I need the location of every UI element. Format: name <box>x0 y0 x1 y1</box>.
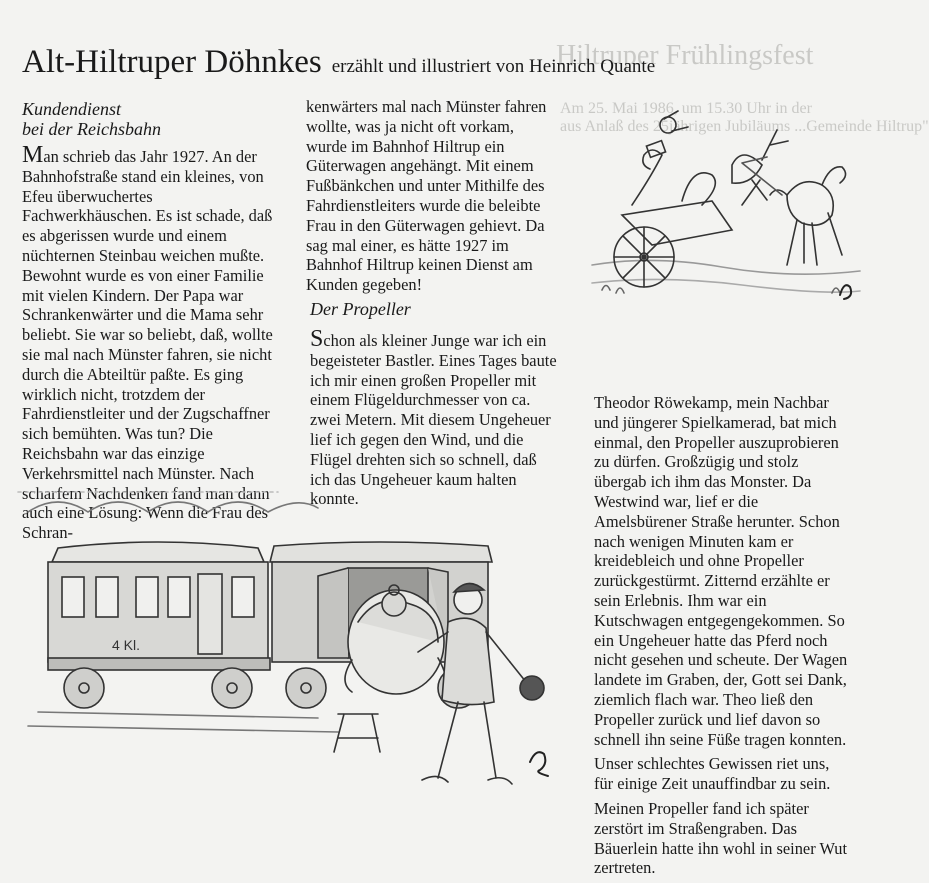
heading-line-1: Kundendienst <box>22 99 121 119</box>
paragraph: Theodor Röwekamp, mein Nachbar und jüngerer Spielkamerad, bat mich einmal, den Propeller auszuprobieren zu dürfen. Großzügig und stolz übergab ich ihm das Monster. Da Westwind war, lief er die Amelsbürener Straße herunter. Schon nach wenigen Minuten kam er kreidebleich und ohne Propeller zurückgestürmt. Zitternd erzählte er sein Erlebnis. Ihm war ein Kutschwagen entgegengekommen. So ein Ungeheuer hatte das Pferd noch nicht gesehen und scheute. Der Wagen landete im Graben, der, Gott sei Dank, ziemlich flach war. Theo ließ den Propeller zurück und lief davon so schnell ihn seine Füße tragen konnten. <box>594 393 848 749</box>
body-text-col1: an schrieb das Jahr 1927. An der Bahnhofstraße stand ein kleines, von Efeu überwuchertes Fachwerkhäuschen. Es ist schade, daß es abgerissen wurde und einem nüchternen Steinbau weichen mußte. Bewohnt wurde es von einer Familie mit vielen Kindern. Der Papa war Schrankenwärter und die Mama sehr beliebt. Sie war so beliebt, daß, wollte sie mal nach Münster fahren, sie nicht durch die Abteiltür paßte. Es ging wirklich nicht, trotzdem der Fahrdienstleiter und der Zugschaffner sich bemühten. Was tun? Die Reichsbahn war das einzige Verkehrsmittel nach Münster. Nach scharfem Nachdenken fand man dann auch eine Lösung: Wenn die Frau des Schran- <box>22 147 273 543</box>
propeller-body-col3 <box>594 393 850 883</box>
paragraph: Unser schlechtes Gewissen riet uns, für einige Zeit unauffindbar zu sein. <box>594 754 831 794</box>
heading-line-2: bei der Reichsbahn <box>22 119 161 139</box>
signature-mark <box>530 752 548 776</box>
propeller-text-col2: chon als kleiner Junge war ich ein begeisteter Bastler. Eines Tages baute ich mir einen großen Propeller mit einem Flügeldurchmesser von ca. zwei Metern. Mit diesem Ungeheuer lief ich gegen den Wind, und die Flügel drehten sich so schnell, daß ich das Ungeheuer kaum halten konnte. <box>310 331 557 509</box>
train-illustration <box>18 482 590 796</box>
body-text-col2: kenwärters mal nach Münster fahren wollte, was ja nicht oft vorkam, wurde im Bahnhof Hiltrup ein Güterwagen angehängt. Mit einem Fußbänkchen und unter Mithilfe des Fahrdienstleiters wurde die beleibte Frau in den Güterwagen gehievt. Da sag mal einer, es hätte 1927 im Bahnhof Hiltrup keinen Dienst am Kunden gegeben! <box>306 97 547 295</box>
carriage-accident-illustration <box>592 105 860 305</box>
title-main: Alt-Hiltruper Döhnkes <box>22 44 322 80</box>
article-body-col2 <box>306 97 558 295</box>
article-heading-kundendienst <box>22 99 161 139</box>
drop-cap-m: M <box>22 142 44 168</box>
paragraph: Meinen Propeller fand ich später zerstört im Straßengraben. Das Bäuerlein hatte ihn wohl in seiner Wut zertreten. <box>594 798 848 878</box>
article-heading-propeller: Der Propeller <box>310 299 411 319</box>
show-through-line-2: aus Anlaß des 25jährigen Jubiläums ...Gemeinde Hiltrup" <box>560 118 929 135</box>
page-title <box>22 44 655 81</box>
drop-cap-s: S <box>310 326 324 352</box>
show-through-heading: Hiltruper Frühlingsfest <box>556 40 814 71</box>
train-wagon-label: 4 Kl. <box>112 637 141 653</box>
title-byline: erzählt und illustriert von Heinrich Quante <box>331 56 656 77</box>
show-through-line-1: Am 25. Mai 1986, um 15.30 Uhr in der <box>560 100 812 117</box>
